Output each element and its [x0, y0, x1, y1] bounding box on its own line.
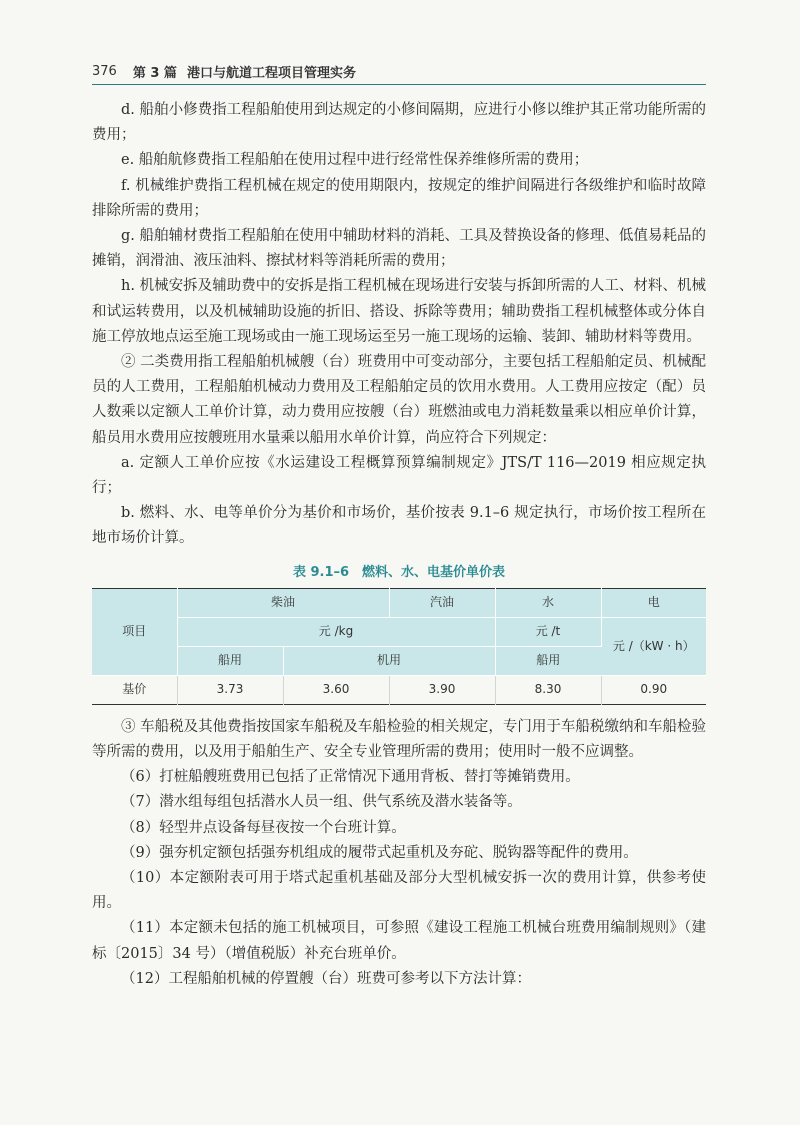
sub-machine: 机用 — [283, 646, 495, 675]
electricity-header: 电 — [601, 588, 706, 617]
paragraph-f: f. 机械维护费指工程机械在规定的使用期限内，按规定的维护间隔进行各级维护和临时故障排除所需的费用； — [92, 177, 706, 219]
page-number: 376 — [92, 64, 117, 79]
unit-kg: 元 /kg — [177, 617, 495, 646]
paragraph-11: （11）本定额未包括的施工机械项目，可参照《建设工程施工机械台班费用编制规则》（建标〔2015〕34 号）（增值税版）补充台班单价。 — [92, 920, 706, 962]
row-label: 基价 — [92, 675, 177, 704]
diesel-header: 柴油 — [177, 588, 389, 617]
header-rule — [92, 84, 706, 85]
sub-ship-diesel: 船用 — [177, 646, 283, 675]
value-cell: 3.90 — [389, 675, 495, 704]
paragraph-second-class-cost: ② 二类费用指工程船舶机械艘（台）班费用中可变动部分，主要包括工程船舶定员、机械配员的人工费用，工程船舶机械动力费用及工程船舶定员的饮用水费用。人工费用应按定（配）员人数乘以定额人工单价计算，动力费用应按艘（台）班燃油或电力消耗数量乘以相应单价计算，船员用水费用应按艘班用水量乘以船用水单价计算，尚应符合下列规定： — [92, 354, 706, 446]
chapter-label: 第 3 篇 — [132, 66, 177, 81]
paragraph-vehicle-tax: ③ 车船税及其他费指按国家车船税及车船检验的相关规定，专门用于车船税缴纳和车船检验等所需的费用，以及用于船舶生产、安全专业管理所需的费用；使用时一般不应调整。 — [92, 718, 706, 761]
item-header: 项目 — [92, 588, 177, 675]
paragraph-6: （6）打桩船艘班费用已包括了正常情况下通用背板、替打等摊销费用。 — [121, 769, 580, 786]
table-caption: 表 9.1–6 燃料、水、电基价单价表 — [292, 564, 506, 580]
value-cell: 3.60 — [283, 675, 389, 704]
unit-kwh: 元 /（kW · h） — [601, 617, 706, 675]
value-cell: 0.90 — [601, 675, 706, 704]
paragraph-10: （10）本定额附表可用于塔式起重机基础及部分大型机械安拆一次的费用计算，供参考使用。 — [92, 870, 706, 912]
gasoline-header: 汽油 — [389, 588, 495, 617]
water-header: 水 — [495, 588, 601, 617]
paragraph-9: （9）强夯机定额包括强夯机组成的履带式起重机及夯砣、脱钩器等配件的费用。 — [121, 844, 638, 861]
page-body — [92, 98, 706, 992]
paragraph-a: a. 定额人工单价应按《水运建设工程概算预算编制规定》JTS/T 116—2019 相应规定执行； — [92, 454, 706, 497]
paragraph-d: d. 船舶小修费指工程船舶使用到达规定的小修间隔期，应进行小修以维护其正常功能所需的费用； — [92, 102, 706, 144]
value-cell: 3.73 — [177, 675, 283, 704]
paragraph-12: （12）工程船舶机械的停置艘（台）班费可参考以下方法计算： — [121, 970, 531, 987]
paragraph-g: g. 船舶辅材费指工程船舶在使用中辅助材料的消耗、工具及替换设备的修理、低值易耗品的摊销，润滑油、液压油料、擦拭材料等消耗所需的费用； — [92, 228, 706, 270]
sub-ship-water: 船用 — [495, 646, 601, 675]
paragraph-e: e. 船舶航修费指工程船舶在使用过程中进行经常性保养维修所需的费用； — [121, 152, 589, 169]
paragraph-b: b. 燃料、水、电等单价分为基价和市场价，基价按表 9.1–6 规定执行，市场价按工程所在地市场价计算。 — [92, 505, 706, 547]
value-cell: 8.30 — [495, 675, 601, 704]
paragraph-8: （8）轻型井点设备每昼夜按一个台班计算。 — [121, 819, 406, 836]
chapter-title: 港口与航道工程项目管理实务 — [186, 66, 356, 81]
paragraph-h: h. 机械安拆及辅助费中的安拆是指工程机械在现场进行安装与拆卸所需的人工、材料、机械和试运转费用，以及机械辅助设施的折旧、搭设、拆除等费用；辅助费指工程机械整体或分体自施工停放地点运至施工现场或由一施工现场运至另一施工现场的运输、装卸、辅助材料等费用。 — [92, 278, 706, 345]
paragraph-7: （7）潜水组每组包括潜水人员一组、供气系统及潜水装备等。 — [121, 794, 522, 811]
unit-t: 元 /t — [495, 617, 601, 646]
base-price-table — [92, 588, 706, 705]
page-header — [92, 62, 706, 81]
